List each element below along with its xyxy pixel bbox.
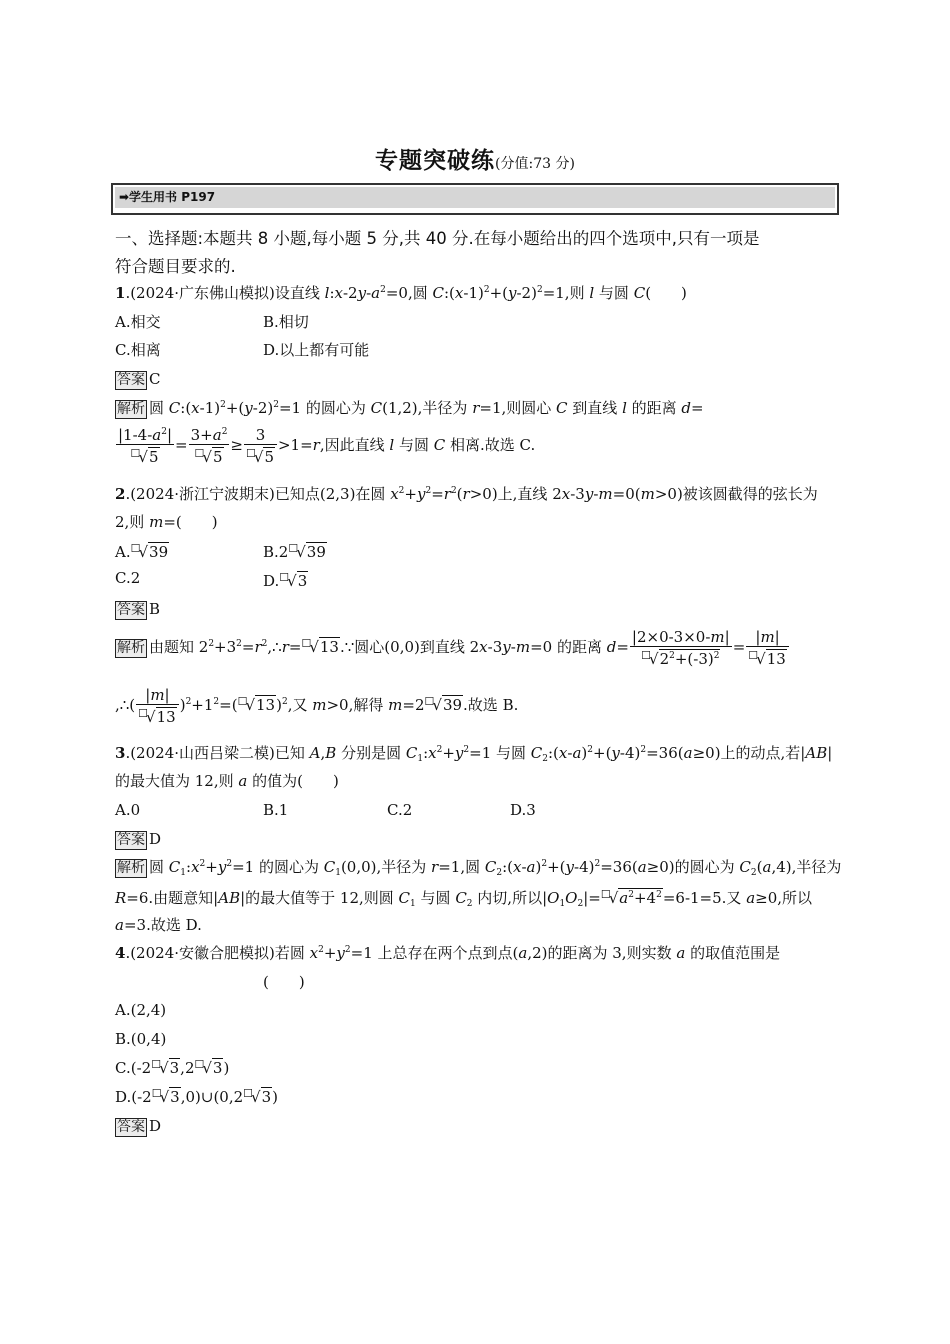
answer-tag: 答案: [117, 1119, 145, 1135]
question-1-choice-d: D.以上都有可能: [263, 341, 370, 359]
question-3-number: 3: [115, 744, 126, 762]
question-1-analysis-formula: $\frac{|1-4-a^2|}{^☐√5}$ = $\frac{3+a^2}{^☐√5}$ ≥ $\frac{3}{^☐√5}$ >1=r,因此直线 l 与圆 C 相离.故选 C.: [118, 426, 536, 466]
question-1-choice-c: C.相离: [115, 341, 161, 359]
question-3-choice-c: C.2: [387, 801, 413, 819]
question-2-answer-value: B: [149, 600, 161, 618]
section-heading-line1: 一、选择题:本题共 8 小题,每小题 5 分,共 40 分.在每小题给出的四个选项中,只有一项是: [115, 229, 760, 248]
title-main: 专题突破练: [375, 148, 496, 174]
question-3-choice-a: A.0: [115, 801, 141, 819]
question-2-stem: 2.(2024·浙江宁波期末)已知点(2,3)在圆 $x^2+y^2=r^2(r>0)$上,直线 2x-3y-m=0(m>0)被该圆截得的弦长为: [115, 485, 818, 503]
banner-label: ➡学生用书 P197: [115, 187, 835, 208]
question-3-stem: 3.(2024·山西吕梁二模)已知 A,B 分别是圆 $C_1:x^2+y^2=1$ 与圆 $C_2:(x-a)^2+(y-4)^2=36(a\ge 0)$上的动点,若|AB|: [115, 744, 833, 764]
question-2-answer: [115, 599, 160, 620]
page-title: [0, 142, 950, 175]
question-2-analysis: 解析 由题知 $2^2+3^2=r^2,\therefore r=^☐√13.\because$圆心(0,0)到直线 2x-3y-m=0 的距离 d= $\frac{|2\times 0-3\times 0-m|}{^☐√2^2+(-3)^2}$ = $\frac{|m|}{^☐√13}$: [115, 628, 790, 668]
answer-tag: 答案: [117, 372, 145, 388]
question-2-stem-line2: 2,则 m=( ): [115, 513, 218, 531]
question-1-number: 1: [115, 284, 126, 302]
question-4-stem: 4.(2024·安徽合肥模拟)若圆 $x^2+y^2=1$ 上总存在两个点到点(a,2)的距离为 3,则实数 a 的取值范围是: [115, 944, 781, 962]
analysis-tag: 解析: [117, 860, 145, 876]
question-3-analysis-line2: R=6.由题意知|AB|的最大值等于 12,则圆 $C_1$ 与圆 $C_2$ 内切,所以$|O_1O_2|=^☐√a^2+4^2=6-1=5$.又 a≥0,所以: [115, 888, 813, 909]
question-1-analysis: 解析 圆 $C:(x-1)^2+(y-2)^2=1$ 的圆心为 C(1,2),半径为 r=1,则圆心 C 到直线 l 的距离 d=: [117, 399, 704, 417]
question-4-answer-value: D: [149, 1117, 162, 1135]
question-2-analysis-line2: ,∴( $\frac{|m|}{^☐√13}$ )$^2+1^2=(^☐√13)^2$,又 m>0,解得 m=2☐√39.故选 B.: [115, 686, 519, 726]
question-2-choice-d: D.☐√3: [263, 571, 308, 590]
question-2-choice-c: C.2: [115, 569, 141, 587]
student-book-banner: [111, 183, 839, 215]
question-1-choice-b: B.相切: [263, 313, 309, 331]
section-heading-line2: 符合题目要求的.: [115, 257, 236, 276]
question-4-source: .(2024·安徽合肥模拟): [125, 944, 275, 962]
question-4-choice-a: A.(2,4): [115, 1001, 167, 1019]
question-1-answer: [115, 369, 160, 390]
question-3-answer-value: D: [149, 830, 162, 848]
question-1-choice-a: A.相交: [115, 313, 161, 331]
question-1-stem: 1.(2024·广东佛山模拟)设直线 $l:x-2y-a^2=0$,圆 $C:(x-1)^2+(y-2)^2=1$,则 l 与圆 C( ): [115, 284, 687, 302]
question-2-source: .(2024·浙江宁波期末): [125, 485, 275, 503]
analysis-tag: 解析: [117, 640, 145, 656]
question-1-answer-value: C: [149, 370, 161, 388]
question-2-choice-a: A.☐√39: [115, 542, 169, 561]
question-4-stem-line2: ( ): [263, 973, 305, 991]
question-4-choice-c: C.(-2☐√3,2☐√3): [115, 1058, 230, 1077]
question-2-number: 2: [115, 485, 126, 503]
question-4-number: 4: [115, 944, 126, 962]
question-3-source: .(2024·山西吕梁二模): [125, 744, 275, 762]
question-3-choice-d: D.3: [510, 801, 536, 819]
title-score: (分值:73 分): [495, 156, 575, 172]
question-3-analysis: 解析 圆 $C_1:x^2+y^2=1$ 的圆心为 $C_1(0,0)$,半径为 r=1,圆 $C_2:(x-a)^2+(y-4)^2=36(a\ge 0)$的圆心为 $C_2(a,4)$,半径为: [117, 858, 842, 878]
question-4-answer: [115, 1116, 161, 1137]
question-3-stem-line2: 的最大值为 12,则 a 的值为( ): [115, 772, 339, 790]
answer-tag: 答案: [117, 602, 145, 618]
question-4-choice-b: B.(0,4): [115, 1030, 167, 1048]
question-3-answer: [115, 829, 161, 850]
question-3-analysis-line3: a=3.故选 D.: [115, 916, 202, 934]
answer-tag: 答案: [117, 832, 145, 848]
question-2-choice-b: B.2☐√39: [263, 542, 326, 561]
question-3-choice-b: B.1: [263, 801, 289, 819]
question-1-source: .(2024·广东佛山模拟): [125, 284, 275, 302]
question-4-choice-d: D.(-2☐√3,0)∪(0,2☐√3): [115, 1087, 279, 1106]
analysis-tag: 解析: [117, 401, 145, 417]
